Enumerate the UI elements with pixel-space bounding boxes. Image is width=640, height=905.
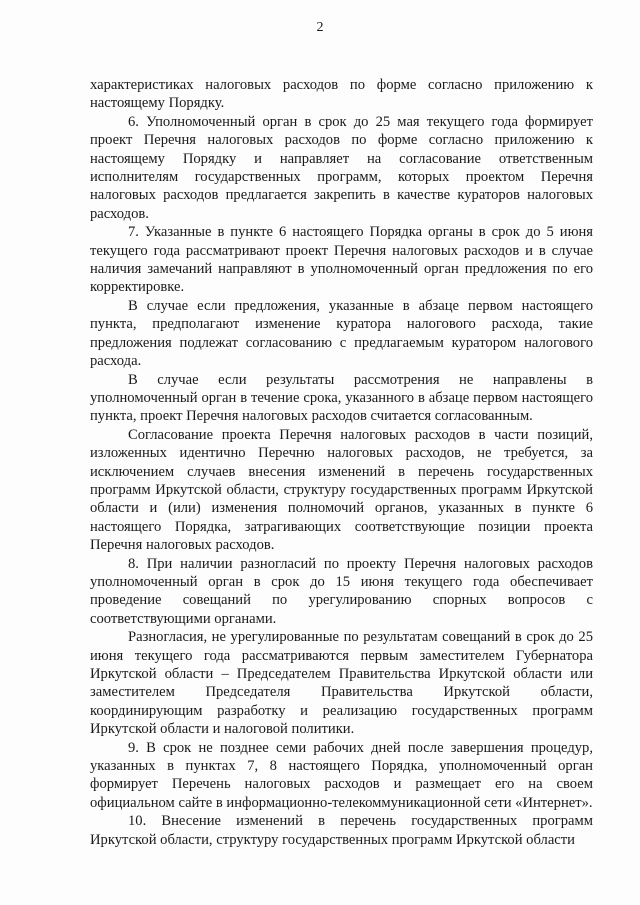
paragraph-item-10: 10. Внесение изменений в перечень государственных программ Иркутской области, структуру государственных программ Иркутской области <box>90 813 593 848</box>
document-body <box>90 76 593 849</box>
paragraph-item-7-curator-change: В случае если предложения, указанные в абзаце первом настоящего пункта, предполагают изменение куратора налогового расхода, такие предложения подлежат согласованию с предлагаемым куратором налогового расхода. <box>90 297 593 370</box>
page-number: 2 <box>316 20 324 35</box>
paragraph-item-6: 6. Уполномоченный орган в срок до 25 мая текущего года формирует проект Перечня налоговых расходов по форме согласно приложению к настоящему Порядку и направляет на согласование ответственным исполнителям государственных программ, которых проектом Перечня налоговых расходов предлагается закрепить в качестве кураторов налоговых расходов. <box>90 113 593 222</box>
paragraph-item-8: 8. При наличии разногласий по проекту Перечня налоговых расходов уполномоченный орган в срок до 15 июня текущего года обеспечивает проведение совещаний по урегулированию спорных вопросов с соответствующими органами. <box>90 555 593 627</box>
paragraph-item-8-disagreements: Разногласия, не урегулированные по результатам совещаний в срок до 25 июня текущего года рассматриваются первым заместителем Губернатора Иркутской области – Председателем Правительства Иркутской области или заместителем Председателя Правительства Иркутской области, координирующим разработку и реализацию государственных программ Иркутской области и налоговой политики. <box>90 629 593 738</box>
paragraph-item-9: 9. В срок не позднее семи рабочих дней после завершения процедур, указанных в пунктах 7, 8 настоящего Порядка, уполномоченный орган формирует Перечень налоговых расходов и размещает его на своем официальном сайте в информационно-телекоммуникационной сети «Интернет». <box>90 739 593 811</box>
paragraph-continuation: характеристиках налоговых расходов по форме согласно приложению к настоящему Порядку. <box>90 77 593 112</box>
paragraph-item-7-not-sent: В случае если результаты рассмотрения не направлены в уполномоченный орган в течение срока, указанного в абзаце первом настоящего пункта, проект Перечня налоговых расходов считается согласованным. <box>90 371 593 425</box>
paragraph-item-7-approval: Согласование проекта Перечня налоговых расходов в части позиций, изложенных идентично Перечню налоговых расходов, не требуется, за исключением случаев внесения изменений в перечень государственных программ Иркутской области, структуру государственных программ Иркутской области и (или) изменения полномочий органов, указанных в пункте 6 настоящего Порядка, затрагивающих соответствующие позиции проекта Перечня налоговых расходов. <box>90 426 593 554</box>
paragraph-item-7: 7. Указанные в пункте 6 настоящего Порядка органы в срок до 5 июня текущего года рассматривают проект Перечня налоговых расходов и в случае наличия замечаний направляют в уполномоченный орган предложения по его корректировке. <box>90 224 593 296</box>
